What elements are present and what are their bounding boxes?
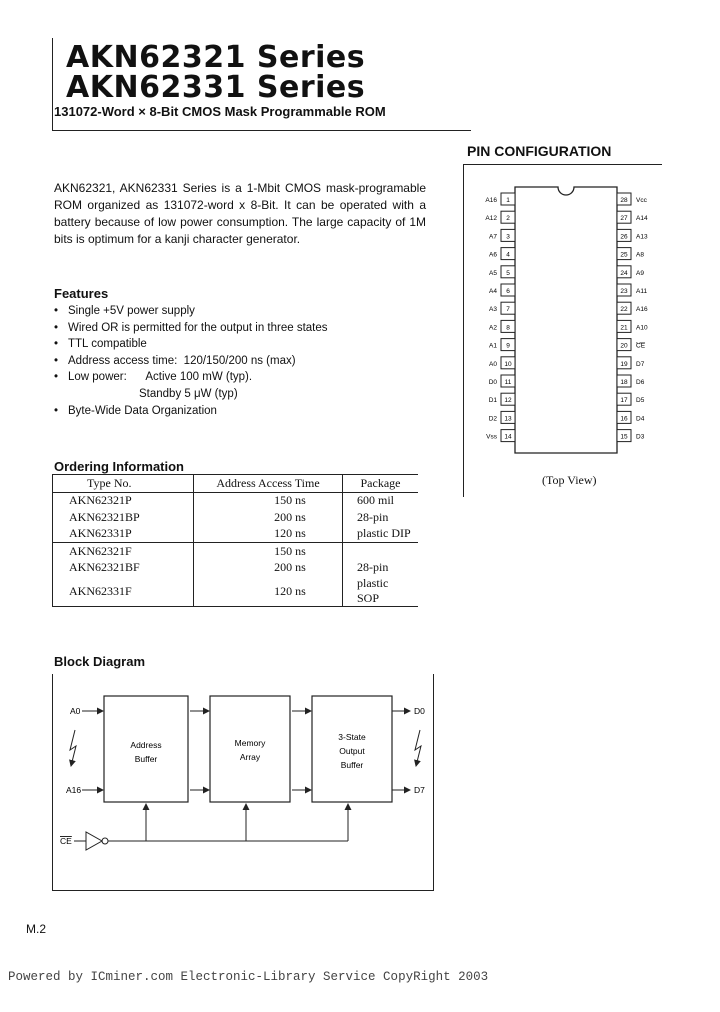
col-header-access: Address Access Time — [194, 475, 343, 493]
pin-number-right: 17 — [620, 397, 628, 405]
col-header-package: Package — [360, 475, 401, 490]
pin-name-left: Vss — [486, 433, 497, 441]
table-row — [53, 509, 419, 526]
col-header-type: Type No. — [53, 475, 194, 493]
pin-number-left: 8 — [506, 324, 510, 332]
pin-name-left: D0 — [488, 379, 497, 386]
pin-number-left: 9 — [506, 342, 510, 350]
pin-number-right: 27 — [620, 215, 628, 223]
type-cell: AKN62321BF — [53, 560, 194, 577]
pin-name-left: A16 — [485, 197, 497, 204]
pin-config-heading: PIN CONFIGURATION — [467, 143, 612, 159]
pin-name-right: CE — [636, 342, 646, 350]
ce-inverter-icon — [86, 832, 102, 850]
label-a16: A16 — [66, 785, 82, 795]
ordering-heading: Ordering Information — [54, 459, 184, 474]
pin-name-left: A3 — [489, 306, 497, 314]
pin-number-left: 7 — [506, 306, 510, 314]
time-cell: 200 ns — [194, 560, 343, 577]
label-d7: D7 — [414, 785, 425, 795]
title-line-2: AKN62331 Series — [66, 70, 366, 105]
table-row — [53, 576, 419, 607]
block-diagram — [52, 690, 432, 870]
pin-number-right: 16 — [620, 415, 628, 423]
features-list — [54, 303, 328, 419]
pin-name-right: D5 — [636, 397, 645, 405]
ordering-header-row — [53, 475, 419, 493]
pin-name-right: A8 — [636, 251, 644, 259]
pin-name-right: A9 — [636, 269, 644, 277]
pin-name-left: A1 — [489, 342, 497, 350]
feature-item: • Low power: Active 100 mW (typ). — [54, 371, 253, 384]
feature-item: • Single +5V power supply — [54, 305, 195, 317]
label-d0: D0 — [414, 706, 425, 716]
pin-number-right: 18 — [620, 379, 628, 386]
address-buffer-label-2: Buffer — [134, 754, 158, 764]
pin-diagram — [470, 180, 660, 480]
pin-number-left: 13 — [504, 415, 512, 423]
pin-name-right: A16 — [636, 306, 648, 314]
output-buffer-label-3: Buffer — [340, 760, 364, 770]
pin-number-right: 28 — [620, 197, 628, 204]
footer-copyright: Powered by ICminer.com Electronic-Library Service CopyRight 2003 — [8, 970, 489, 984]
type-cell: AKN62321BP — [53, 509, 194, 526]
package-cell: 28-pin — [357, 560, 389, 575]
address-buffer-label-1: Address — [130, 740, 162, 750]
pin-name-left: A2 — [489, 324, 497, 332]
table-row — [53, 492, 419, 509]
title-line-1: AKN62321 Series — [66, 40, 366, 75]
pin-number-right: 15 — [620, 433, 628, 441]
pin-name-left: D1 — [488, 397, 497, 405]
pin-number-right: 19 — [620, 360, 628, 368]
pin-name-right: A11 — [636, 288, 648, 295]
feature-item: • Address access time: 120/150/200 ns (max) — [54, 354, 296, 367]
pin-name-left: D2 — [488, 415, 497, 423]
block-diagram-heading: Block Diagram — [54, 654, 146, 669]
label-a0: A0 — [70, 706, 81, 716]
label-ce: CE — [60, 836, 72, 846]
pin-number-left: 1 — [506, 197, 510, 204]
memory-array-label-1: Memory — [234, 738, 266, 748]
pin-number-left: 4 — [506, 251, 510, 259]
pin-name-left: A5 — [489, 269, 497, 277]
pin-name-right: A13 — [636, 233, 648, 241]
pin-number-right: 25 — [620, 251, 628, 259]
top-view-caption-text: (Top View) — [542, 473, 597, 487]
pin-number-right: 22 — [620, 306, 628, 314]
pin-number-left: 6 — [506, 288, 510, 295]
package-cell: plastic DIP — [357, 526, 411, 541]
time-cell: 200 ns — [194, 509, 343, 526]
output-buffer-label-1: 3-State — [338, 732, 366, 742]
table-row — [53, 543, 419, 560]
memory-array-label-2: Array — [239, 752, 261, 762]
type-cell: AKN62321P — [53, 492, 194, 509]
pin-number-left: 12 — [504, 397, 512, 405]
ordering-table — [52, 474, 418, 607]
time-cell: 120 ns — [194, 526, 343, 543]
type-cell: AKN62331F — [53, 576, 194, 607]
table-row — [53, 526, 419, 543]
feature-item: • Byte-Wide Data Organization — [54, 404, 217, 417]
pin-number-left: 5 — [506, 269, 510, 277]
type-cell: AKN62321F — [53, 543, 194, 560]
feature-item: • Wired OR is permitted for the output in three states — [54, 321, 328, 334]
pin-name-right: A10 — [636, 324, 648, 332]
pin-name-right: D3 — [636, 433, 645, 441]
time-cell: 120 ns — [194, 576, 343, 607]
pin-number-right: 20 — [620, 342, 628, 350]
package-cell: 28-pin — [357, 509, 389, 524]
package-cell: plastic SOP — [357, 576, 389, 605]
pin-name-right: D4 — [636, 415, 645, 423]
time-cell: 150 ns — [194, 492, 343, 509]
feature-sub-item: Standby 5 μW (typ) — [139, 387, 238, 400]
pin-name-right: D6 — [636, 379, 645, 386]
pin-name-left: A7 — [489, 233, 497, 241]
pin-name-left: A4 — [489, 288, 497, 295]
pin-number-left: 2 — [506, 215, 510, 223]
pin-name-right: Vcc — [636, 197, 647, 204]
subtitle: 131072-Word × 8-Bit CMOS Mask Programmable ROM — [54, 104, 386, 119]
memory-array-block — [210, 696, 290, 802]
pin-rows — [485, 193, 648, 442]
address-bus-squiggle — [70, 730, 76, 766]
pin-name-left: A6 — [489, 251, 497, 259]
chip-outline — [515, 187, 617, 453]
table-row — [53, 560, 419, 577]
pin-number-left: 3 — [506, 233, 510, 241]
pin-number-right: 24 — [620, 269, 628, 277]
pin-number-left: 14 — [504, 433, 512, 441]
pin-name-right: D7 — [636, 360, 645, 368]
pin-number-right: 23 — [620, 288, 628, 295]
pin-number-right: 26 — [620, 233, 628, 241]
pin-name-left: A0 — [489, 360, 497, 368]
data-bus-squiggle — [415, 730, 421, 766]
feature-item: • TTL compatible — [54, 338, 147, 351]
package-cell — [343, 543, 419, 560]
pin-name-right: A14 — [636, 215, 648, 223]
features-heading: Features — [54, 286, 109, 301]
package-cell: 600 mil — [357, 493, 395, 508]
pin-number-left: 10 — [504, 360, 512, 368]
time-cell: 150 ns — [194, 543, 343, 560]
type-cell: AKN62331P — [53, 526, 194, 543]
pin-number-right: 21 — [620, 324, 628, 332]
pin-name-left: A12 — [485, 215, 497, 223]
description-paragraph: AKN62321, AKN62331 Series is a 1-Mbit CMOS mask-programable ROM organized as 131072-word x 8-Bit. It can be operated with a battery because of low power consumption. The large capacity of 1M bits is optimum for a kanji character generator. — [54, 181, 426, 246]
pin-number-left: 11 — [504, 379, 512, 386]
page-number: M.2 — [26, 922, 47, 936]
output-buffer-label-2: Output — [339, 746, 365, 756]
